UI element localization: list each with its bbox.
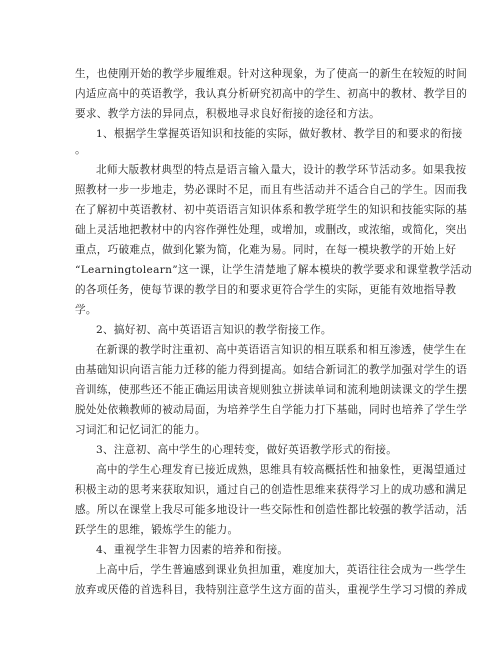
section-heading-2: 2、搞好初、高中英语语言知识的教学衔接工作。 [96, 324, 332, 336]
paragraph-start: 高中的学生心理发育已接近成熟，思维具有较高概括性和抽象性，更渴望通过 [96, 464, 467, 476]
paragraph-start: 在新课的教学时注重初、高中英语语言知识的相互联系和相互渗透，使学生在 [96, 344, 467, 356]
text-line: 由基础知识向语言能力迁移的能力得到提高。如结合新词汇的教学加强对学生的语 [75, 364, 468, 376]
text-line: 积极主动的思考来获取知识，通过自己的创造性思维来获得学习上的成功感和满足 [75, 484, 468, 496]
text-line: 内适应高中的英语教学，我认真分析研究初高中的学生、初高中的教材、教学目的 [75, 88, 468, 100]
text-line: 在了解初中英语教材、初中英语语言知识体系和教学班学生的知识和技能实际的基 [75, 204, 468, 216]
text-line: 。 [75, 143, 87, 156]
text-line: 学。 [75, 304, 97, 316]
text-line: 的各项任务，使每节课的教学目的和要求更符合学生的实际，更能有效地指导教 [75, 284, 457, 296]
section-heading-4: 4、重视学生非智力因素的培养和衔接。 [96, 544, 289, 556]
text-line: 照教材一步一步地走，势必课时不足，而且有些活动并不适合自己的学生。因而我 [75, 184, 468, 196]
text-line: 跃学生的思维，锻炼学生的能力。 [75, 524, 239, 536]
text-line: “Learningtolearn”这一课，让学生清楚地了解本模块的教学要求和课堂教学活动 [75, 264, 473, 276]
section-heading-3: 3、注意初、高中学生的心理转变，做好英语教学形式的衔接。 [96, 444, 398, 456]
text-line: 放弃或厌倦的首选科目，我特别注意学生这方面的苗头，重视学生学习习惯的养成 [75, 584, 468, 596]
text-line: 习词汇和记忆词汇的能力。 [75, 424, 206, 436]
paragraph-start: 北师大版教材典型的特点是语言输入量大，设计的教学环节活动多。如果我按 [96, 164, 467, 176]
text-line: 生，也使刚开始的教学步履维艰。针对这种现象，为了使高一的新生在较短的时间 [75, 68, 468, 80]
text-line: 脱处处依赖教师的被动局面，为培养学生自学能力打下基础，同时也培养了学生学 [75, 404, 468, 416]
paragraph-start: 上高中后，学生普遍感到课业负担加重，难度加大，英语往往会成为一些学生 [96, 564, 467, 576]
text-line: 重点，巧破难点，做到化繁为简，化难为易。同时，在每一模块教学的开始上好 [75, 244, 457, 256]
text-line: 要求、教学方法的异同点，积极地寻求良好衔接的途径和方法。 [75, 108, 381, 120]
text-line: 音训练，使那些还不能正确运用读音规则独立拼读单词和流利地朗读课文的学生摆 [75, 384, 468, 396]
text-line: 础上灵活地把教材中的内容作弹性处理，或增加，或删改，或浓缩，或简化，突出 [75, 224, 468, 236]
text-line: 感。所以在课堂上我尽可能多地设计一些交际性和创造性都比较强的教学活动，活 [75, 504, 468, 516]
section-heading-1: 1、根据学生掌握英语知识和技能的实际，做好教材、教学目的和要求的衔接 [96, 128, 463, 140]
